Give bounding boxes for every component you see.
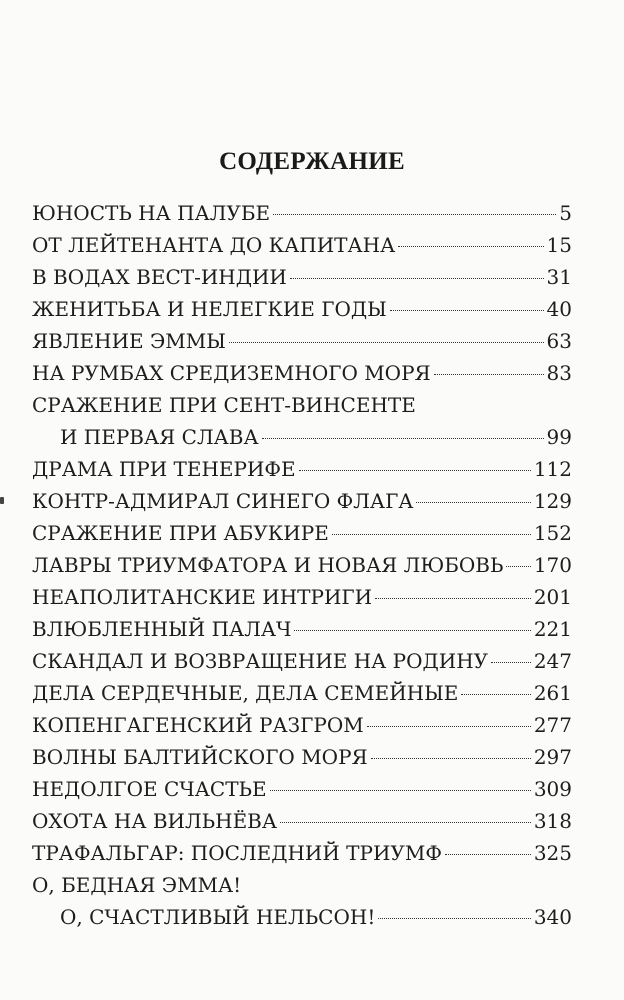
toc-entry-line — [32, 773, 572, 805]
toc-entry-title: ЖЕНИТЬБА И НЕЛЕГКИЕ ГОДЫ — [32, 297, 387, 321]
toc-entry — [32, 389, 572, 453]
toc-entry-title: ВОЛНЫ БАЛТИЙСКОГО МОРЯ — [32, 745, 368, 769]
toc-entry-title: ВЛЮБЛЕННЫЙ ПАЛАЧ — [32, 617, 292, 641]
toc-entry-title: КОПЕНГАГЕНСКИЙ РАЗГРОМ — [32, 713, 364, 737]
toc-entry — [32, 645, 572, 677]
toc-entry — [32, 357, 572, 389]
toc-entry-line — [32, 549, 572, 581]
table-of-contents — [32, 197, 572, 933]
dot-leader — [378, 918, 530, 919]
dot-leader — [332, 534, 531, 535]
toc-entry-line — [32, 581, 572, 613]
toc-entry — [32, 837, 572, 869]
dot-leader — [299, 470, 531, 471]
page-title: СОДЕРЖАНИЕ — [219, 148, 405, 175]
toc-entry-line — [32, 325, 572, 357]
toc-entry-title: ДРАМА ПРИ ТЕНЕРИФЕ — [32, 457, 296, 481]
toc-entry-line — [32, 357, 572, 389]
toc-page-number: 152 — [533, 521, 572, 545]
toc-entry — [32, 453, 572, 485]
dot-leader — [375, 598, 531, 599]
toc-entry-line — [32, 421, 572, 453]
dot-leader — [367, 726, 531, 727]
toc-entry — [32, 485, 572, 517]
dot-leader — [434, 374, 544, 375]
dot-leader — [229, 342, 544, 343]
dot-leader — [445, 854, 531, 855]
toc-page-number: 31 — [546, 265, 572, 289]
toc-entry-title: В ВОДАХ ВЕСТ-ИНДИИ — [32, 265, 287, 289]
toc-page-number: 309 — [533, 777, 572, 801]
dot-leader — [290, 278, 544, 279]
toc-entry-line — [32, 645, 572, 677]
toc-entry-line — [32, 837, 572, 869]
toc-entry-line — [32, 805, 572, 837]
dot-leader — [273, 214, 556, 215]
toc-page-number: 221 — [533, 617, 572, 641]
toc-entry — [32, 197, 572, 229]
toc-entry — [32, 677, 572, 709]
toc-entry-line — [32, 197, 572, 229]
toc-entry-title: НЕАПОЛИТАНСКИЕ ИНТРИГИ — [32, 585, 373, 609]
toc-page-number: 15 — [546, 233, 572, 257]
toc-entry-line — [32, 901, 572, 933]
toc-entry — [32, 581, 572, 613]
dot-leader — [506, 566, 530, 567]
margin-mark — [0, 497, 4, 504]
toc-entry — [32, 709, 572, 741]
toc-page-number: 325 — [533, 841, 572, 865]
toc-entry — [32, 229, 572, 261]
toc-entry-line — [32, 389, 572, 421]
dot-leader — [461, 694, 530, 695]
toc-page-number: 83 — [546, 361, 572, 385]
toc-entry — [32, 773, 572, 805]
toc-entry-title: СРАЖЕНИЕ ПРИ АБУКИРЕ — [32, 521, 329, 545]
toc-entry-title: ЮНОСТЬ НА ПАЛУБЕ — [32, 201, 271, 225]
toc-entry — [32, 549, 572, 581]
toc-entry-line — [32, 741, 572, 773]
toc-entry-title: НЕДОЛГОЕ СЧАСТЬЕ — [32, 777, 267, 801]
toc-entry-line — [32, 709, 572, 741]
toc-entry-line — [32, 261, 572, 293]
toc-page-number: 318 — [533, 809, 572, 833]
dot-leader — [270, 790, 531, 791]
toc-page-number: 201 — [533, 585, 572, 609]
dot-leader — [416, 502, 530, 503]
toc-entry-line — [32, 453, 572, 485]
toc-entry-line — [32, 869, 572, 901]
dot-leader — [390, 310, 544, 311]
toc-entry-title: ДЕЛА СЕРДЕЧНЫЕ, ДЕЛА СЕМЕЙНЫЕ — [32, 681, 459, 705]
toc-entry-line — [32, 517, 572, 549]
toc-page-number: 112 — [533, 457, 572, 481]
toc-entry-title: ТРАФАЛЬГАР: ПОСЛЕДНИЙ ТРИУМФ — [32, 841, 442, 865]
toc-entry — [32, 741, 572, 773]
toc-entry-title: ОТ ЛЕЙТЕНАНТА ДО КАПИТАНА — [32, 233, 396, 257]
dot-leader — [294, 630, 530, 631]
toc-page-number: 261 — [533, 681, 572, 705]
toc-entry-title: СРАЖЕНИЕ ПРИ СЕНТ-ВИНСЕНТЕ — [32, 393, 416, 417]
toc-entry-title: КОНТР-АДМИРАЛ СИНЕГО ФЛАГА — [32, 489, 414, 513]
toc-entry — [32, 293, 572, 325]
dot-leader — [398, 246, 543, 247]
toc-entry-title: О, СЧАСТЛИВЫЙ НЕЛЬСОН! — [60, 905, 376, 929]
toc-entry-title: О, БЕДНАЯ ЭММА! — [32, 873, 242, 897]
dot-leader — [371, 758, 531, 759]
toc-entry — [32, 613, 572, 645]
toc-entry — [32, 517, 572, 549]
toc-entry — [32, 869, 572, 933]
toc-entry — [32, 805, 572, 837]
toc-entry-line — [32, 293, 572, 325]
toc-entry-title: ЛАВРЫ ТРИУМФАТОРА И НОВАЯ ЛЮБОВЬ — [32, 553, 504, 577]
dot-leader — [262, 438, 544, 439]
toc-page-number: 129 — [533, 489, 572, 513]
toc-page-number: 5 — [559, 201, 572, 225]
dot-leader — [280, 822, 531, 823]
toc-page-number: 247 — [533, 649, 572, 673]
toc-page-number: 170 — [533, 553, 572, 577]
toc-entry-line — [32, 485, 572, 517]
toc-page-number: 297 — [533, 745, 572, 769]
toc-entry — [32, 261, 572, 293]
toc-entry-line — [32, 229, 572, 261]
toc-page-number: 63 — [546, 329, 572, 353]
toc-entry — [32, 325, 572, 357]
toc-page-number: 40 — [546, 297, 572, 321]
toc-entry-title: ЯВЛЕНИЕ ЭММЫ — [32, 329, 226, 353]
toc-entry-title: ОХОТА НА ВИЛЬНЁВА — [32, 809, 278, 833]
toc-entry-title: СКАНДАЛ И ВОЗВРАЩЕНИЕ НА РОДИНУ — [32, 649, 489, 673]
toc-page-number: 340 — [533, 905, 572, 929]
toc-page-number: 99 — [546, 425, 572, 449]
dot-leader — [491, 662, 531, 663]
toc-entry-line — [32, 677, 572, 709]
toc-entry-title: НА РУМБАХ СРЕДИЗЕМНОГО МОРЯ — [32, 361, 431, 385]
toc-page-number: 277 — [533, 713, 572, 737]
toc-entry-line — [32, 613, 572, 645]
toc-entry-title: И ПЕРВАЯ СЛАВА — [60, 425, 259, 449]
